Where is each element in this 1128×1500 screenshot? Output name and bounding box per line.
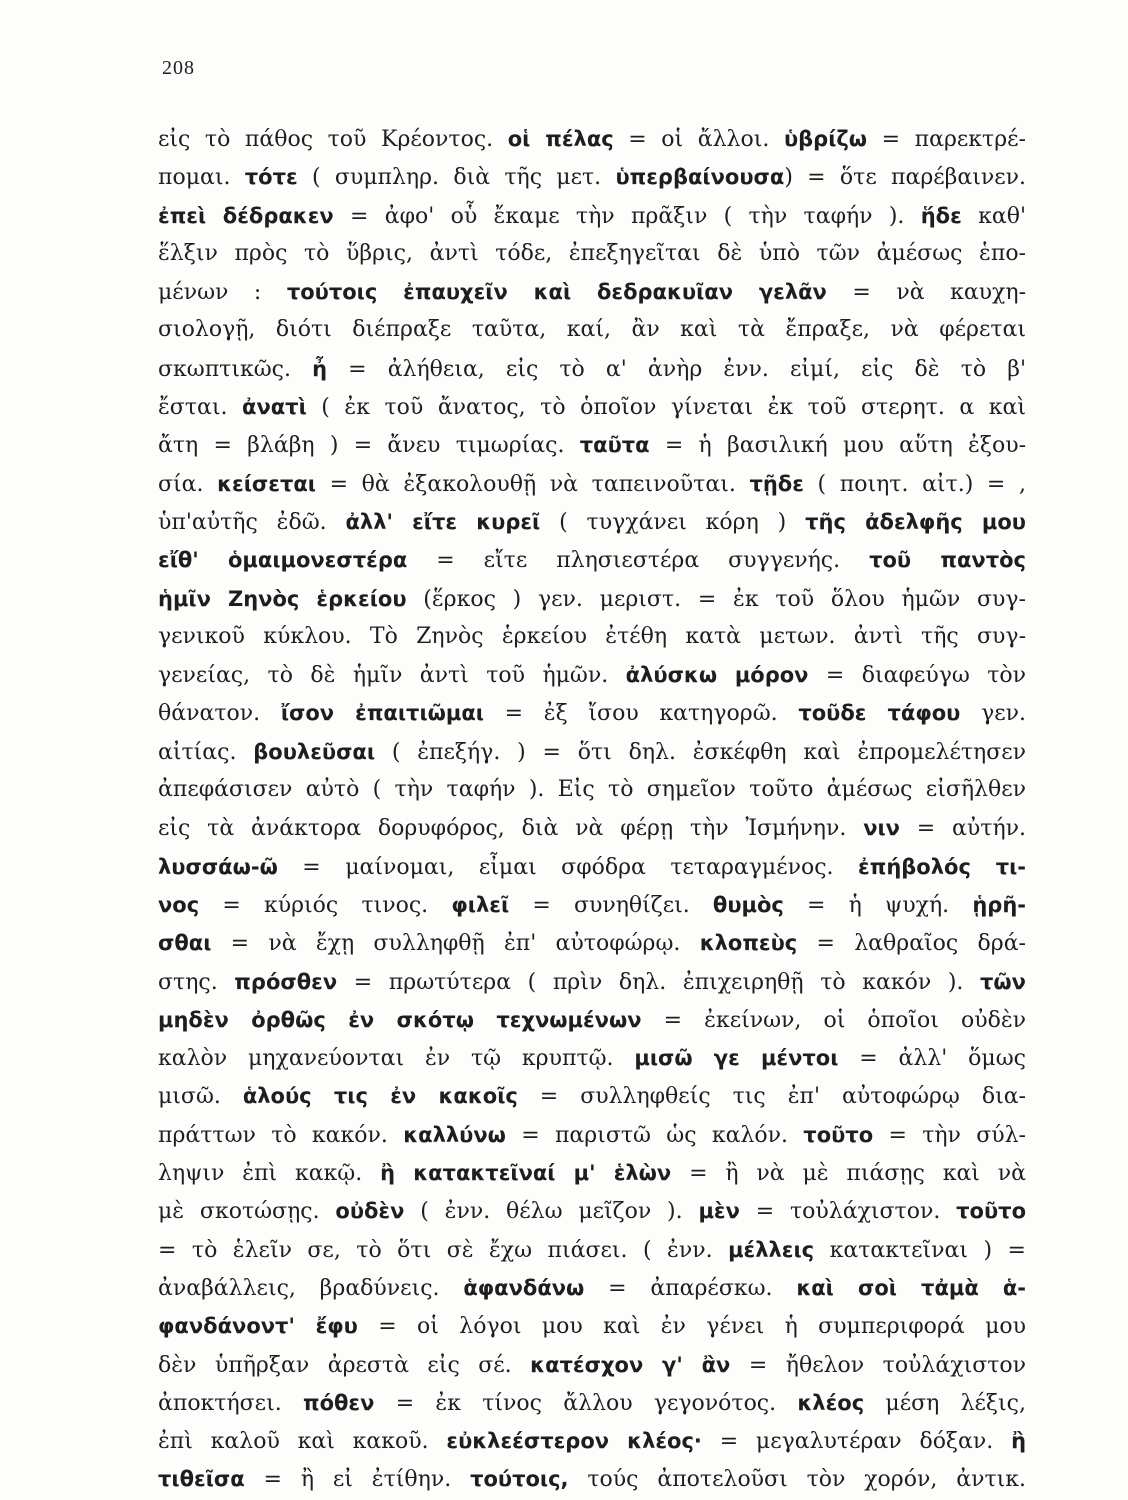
headword: τῇδε [749,471,804,496]
gloss-text: = ἐξ ἴσου κατηγορῶ. [483,701,799,727]
headword: ἀνατὶ [242,395,307,420]
gloss-text: ἀναβάλλεις, βραδύνεις. [158,1275,464,1301]
headword: μὲν [698,1199,740,1224]
headword: θυμὸς [712,892,784,917]
text-line [158,197,1026,235]
gloss-text: πράττων τὸ κακόν. [158,1122,404,1148]
headword: ἁφανδάνω [463,1275,585,1300]
gloss-text: = ἀλλ' ὅμως [838,1046,1026,1072]
gloss-text: ἔσται. [158,395,243,421]
gloss-text: = εἴτε πλησιεστέρα συγγενής. [407,548,870,574]
headword: ἢ κατακτεῖναί μ' ἑλὼν [380,1161,672,1186]
text-line [158,1116,1026,1154]
text-line [158,311,1026,349]
headword: μηδὲν ὀρθῶς ἐν σκότῳ τεχνωμένων [158,1007,642,1032]
gloss-text: γενείας, τὸ δὲ ἡμῖν ἀντὶ τοῦ ἡμῶν. [158,663,626,689]
headword: τούτοις ἐπαυχεῖν καὶ δεδρακυῖαν γελᾶν [286,280,827,305]
gloss-text: = κύριός τινος. [199,892,452,918]
text-line [158,273,1026,311]
text-line [158,1307,1026,1345]
gloss-text: καλὸν μηχανεύονται ἐν τῷ κρυπτῷ. [158,1046,635,1072]
gloss-text: = αὐτήν. [899,816,1026,842]
gloss-text: = ἤθελον τοὐλάχιστον [730,1352,1026,1378]
gloss-text: ἀποκτήσει. [158,1390,303,1416]
gloss-text: κατακτεῖναι ) = [814,1237,1026,1263]
headword: τοῦτο [803,1122,874,1147]
text-line [158,1384,1026,1422]
gloss-text: μέση λέξις, [864,1390,1026,1416]
gloss-text: = μεγαλυτέραν δόξαν. [701,1429,1012,1455]
headword: καὶ σοὶ τἀμὰ ἁ- [796,1275,1026,1300]
gloss-text: ( ποιητ. αἰτ.) = , [803,471,1026,497]
headword: ἡμῖν Ζηνὸς ἑρκείου [158,586,407,611]
gloss-text: μὲ σκοτώσῃς. [158,1199,336,1225]
gloss-text: = μαίνομαι, εἶμαι σφόδρα τεταραγμένος. [277,854,859,880]
headword: ἐπήβολός τι- [858,854,1026,879]
gloss-text: αἰτίας. [158,739,254,765]
headword: τῶν [980,969,1026,994]
gloss-text: = διαφεύγω τὸν [808,663,1026,689]
gloss-text: μένων : [158,280,287,306]
headword: ᾑρῆ- [972,892,1026,917]
headword: ἁλούς τις ἐν κακοῖς [242,1084,518,1109]
text-line [158,809,1026,847]
headword: πόθεν [302,1390,375,1415]
text-line [158,1460,1026,1498]
gloss-text: = ἐκείνων, οἱ ὁποῖοι οὐδὲν [641,1007,1026,1033]
headword: οὐδὲν [335,1199,405,1224]
headword: βουλεῦσαι [253,739,376,764]
headword: φανδάνοντ' ἔφυ [158,1314,358,1339]
gloss-text: ( τυγχάνει κόρη ) [540,509,806,535]
headword: λυσσάω-ῶ [158,854,278,879]
text-line [158,848,1026,886]
headword: εὐκλεέστερον κλέος· [446,1429,702,1454]
gloss-text: τούς ἀποτελοῦσι τὸν χορόν, ἀντικ. [568,1467,1026,1493]
text-line [158,580,1026,618]
gloss-text: ἀπεφάσισεν αὐτὸ ( τὴν ταφήν ). Εἰς τὸ σημεῖον τοῦτο ἀμέσως εἰσῆλθεν [158,777,1026,803]
text-line [158,886,1026,924]
gloss-text: = ἡ ψυχή. [783,892,973,918]
page-number: 208 [162,57,195,79]
gloss-text: = συλληφθείς τις ἐπ' αὐτοφώρῳ δια- [517,1084,1026,1110]
text-line [158,656,1026,694]
headword: τοῦτο [956,1199,1026,1224]
headword: ὑπερβαίνουσα [615,165,785,190]
gloss-text: σκωπτικῶς. [158,356,313,382]
gloss-text: = ἡ βασιλική μου αὕτη ἐξου- [649,433,1026,459]
headword: καλλύνω [403,1122,506,1147]
headword: ἐπεὶ δέδρακεν [158,203,334,228]
gloss-text: θάνατον. [158,701,281,727]
text-line [158,733,1026,771]
text-line [158,388,1026,426]
gloss-text: = ἀφο' οὗ ἔκαμε τὴν πρᾶξιν ( τὴν ταφήν ). [333,203,921,229]
headword: νιν [863,816,900,841]
gloss-text: εἰς τὸ πάθος τοῦ Κρέοντος. [158,127,508,152]
headword: εἴθ' ὁμαιμονεστέρα [158,548,408,573]
text-line [158,350,1026,388]
text-line [158,1346,1026,1384]
headword: φιλεῖ [451,892,510,917]
headword: ἥδε [920,203,962,228]
headword: μισῶ γε μέντοι [634,1046,839,1071]
gloss-text: = συνηθίζει. [509,892,713,918]
headword: τούτοις, [470,1467,569,1492]
text-line [158,1001,1026,1039]
text-line [158,618,1026,656]
text-line [158,465,1026,503]
headword: κλέος [797,1390,865,1415]
text-line [158,541,1026,579]
text-line [158,1039,1026,1077]
text-line [158,1231,1026,1269]
gloss-text: ( συμπληρ. διὰ τῆς μετ. [297,165,616,191]
headword: τοῦ παντὸς [869,548,1026,573]
gloss-text: εἰς τὰ ἀνάκτορα δορυφόρος, διὰ νὰ φέρῃ τὴν Ἰσμήνην. [158,816,864,842]
gloss-text: μισῶ. [158,1084,243,1110]
gloss-text: = ἀπαρέσκω. [584,1275,797,1301]
gloss-text: γεν. [960,701,1026,727]
gloss-text: ( ἐκ τοῦ ἄνατος, τὸ ὁποῖον γίνεται ἐκ τοῦ στερητ. α καὶ [306,395,1026,421]
gloss-text: = ἀλήθεια, εἰς τὸ α' ἀνὴρ ἐνν. εἰμί, εἰς δὲ τὸ β' [327,356,1026,382]
headword: κλοπεὺς [699,931,798,956]
headword: οἱ πέλας [507,127,614,151]
text-line [158,1192,1026,1230]
text-line [158,694,1026,732]
text-line [158,1422,1026,1460]
headword: ταῦτα [579,433,650,458]
gloss-text: = παριστῶ ὡς καλόν. [505,1122,804,1148]
gloss-text: = ἢ νὰ μὲ πιάσῃς καὶ νὰ [671,1161,1026,1187]
text-line [158,771,1026,809]
headword: τῆς ἀδελφῆς μου [805,509,1026,534]
headword: ἀλύσκω μόρον [625,663,809,688]
headword: τότε [244,165,298,190]
text-line [158,1269,1026,1307]
gloss-text: σία. [158,471,218,497]
gloss-text: = πρωτύτερα ( πρὶν δηλ. ἐπιχειρηθῇ τὸ κακόν ). [337,969,981,995]
gloss-text: = τὴν σύλ- [873,1122,1026,1148]
headword: σθαι [158,931,212,956]
gloss-text: = οἱ ἄλλοι. [613,127,784,152]
headword: κατέσχον γ' ἂν [530,1352,731,1377]
gloss-text: = τὸ ἑλεῖν σε, τὸ ὅτι σὲ ἔχω πιάσει. ( ἐνν. [158,1237,729,1263]
gloss-text: = νὰ καυχη- [826,280,1026,306]
text-line [158,426,1026,464]
text-line [158,158,1026,196]
gloss-text: = παρεκτρέ- [867,127,1026,152]
gloss-text: ἐπὶ καλοῦ καὶ κακοῦ. [158,1429,447,1455]
text-line [158,924,1026,962]
gloss-text: = ἐκ τίνος ἄλλου γεγονότος. [374,1390,798,1416]
headword: ἴσον ἐπαιτιῶμαι [280,701,484,726]
headword: ἀλλ' εἴτε κυρεῖ [345,509,541,534]
gloss-text: = νὰ ἔχῃ συλληφθῇ ἐπ' αὐτοφώρῳ. [211,931,700,957]
gloss-text: στης. [158,969,235,995]
headword: πρόσθεν [234,969,338,994]
gloss-text: ἕλξιν πρὸς τὸ ὕβρις, ἀντὶ τόδε, ἐπεξηγεῖται δὲ ὑπὸ τῶν ἀμέσως ἑπο- [158,240,1026,266]
headword: κείσεται [217,471,316,496]
gloss-text: γενικοῦ κύκλου. Τὸ Ζηνὸς ἑρκείου ἐτέθη κατὰ μετων. ἀντὶ τῆς συγ- [158,623,1026,649]
gloss-text: καθ' [961,203,1026,229]
gloss-text: πομαι. [158,165,245,191]
gloss-text: ἄτη = βλάβη ) = ἄνευ τιμωρίας. [158,433,580,459]
gloss-text: ( ἐπεξήγ. ) = ὅτι δηλ. ἐσκέφθη καὶ ἐπρομελέτησεν [375,739,1026,765]
commentary-text [158,120,1026,1499]
gloss-text: ὑπ'αὐτῆς ἐδῶ. [158,509,346,535]
text-line [158,1154,1026,1192]
gloss-text: = ἢ εἰ ἐτίθην. [244,1467,471,1493]
gloss-text: ) = ὅτε παρέβαινεν. [784,165,1026,191]
headword: τοῦδε τάφου [798,701,961,726]
headword: ἦ [312,356,328,381]
gloss-text: = οἱ λόγοι μου καὶ ἐν γένει ἡ συμπεριφορά μου [357,1314,1026,1340]
text-line [158,503,1026,541]
headword: ὑβρίζω [783,127,868,151]
headword: μέλλεις [728,1237,815,1262]
gloss-text: = τοὐλάχιστον. [739,1199,957,1225]
headword: ἢ [1011,1429,1026,1454]
gloss-text: = λαθραῖος δρά- [797,931,1026,957]
text-line [158,235,1026,273]
gloss-text: = θὰ ἐξακολουθῇ νὰ ταπεινοῦται. [315,471,750,497]
headword: νος [158,892,200,917]
text-line [158,120,1026,158]
gloss-text: (ἕρκος ) γεν. μεριστ. = ἐκ τοῦ ὅλου ἡμῶν συγ- [406,586,1026,612]
gloss-text: ληψιν ἐπὶ κακῷ. [158,1161,381,1187]
text-line [158,1077,1026,1115]
gloss-text: σιολογῇ, διότι διέπραξε ταῦτα, καί, ἂν καὶ τὰ ἔπραξε, νὰ φέρεται [158,317,1026,343]
gloss-text: ( ἐνν. θέλω μεῖζον ). [404,1199,699,1225]
headword: τιθεῖσα [158,1467,245,1492]
text-line [158,963,1026,1001]
gloss-text: δὲν ὑπῆρξαν ἀρεστὰ εἰς σέ. [158,1352,531,1378]
